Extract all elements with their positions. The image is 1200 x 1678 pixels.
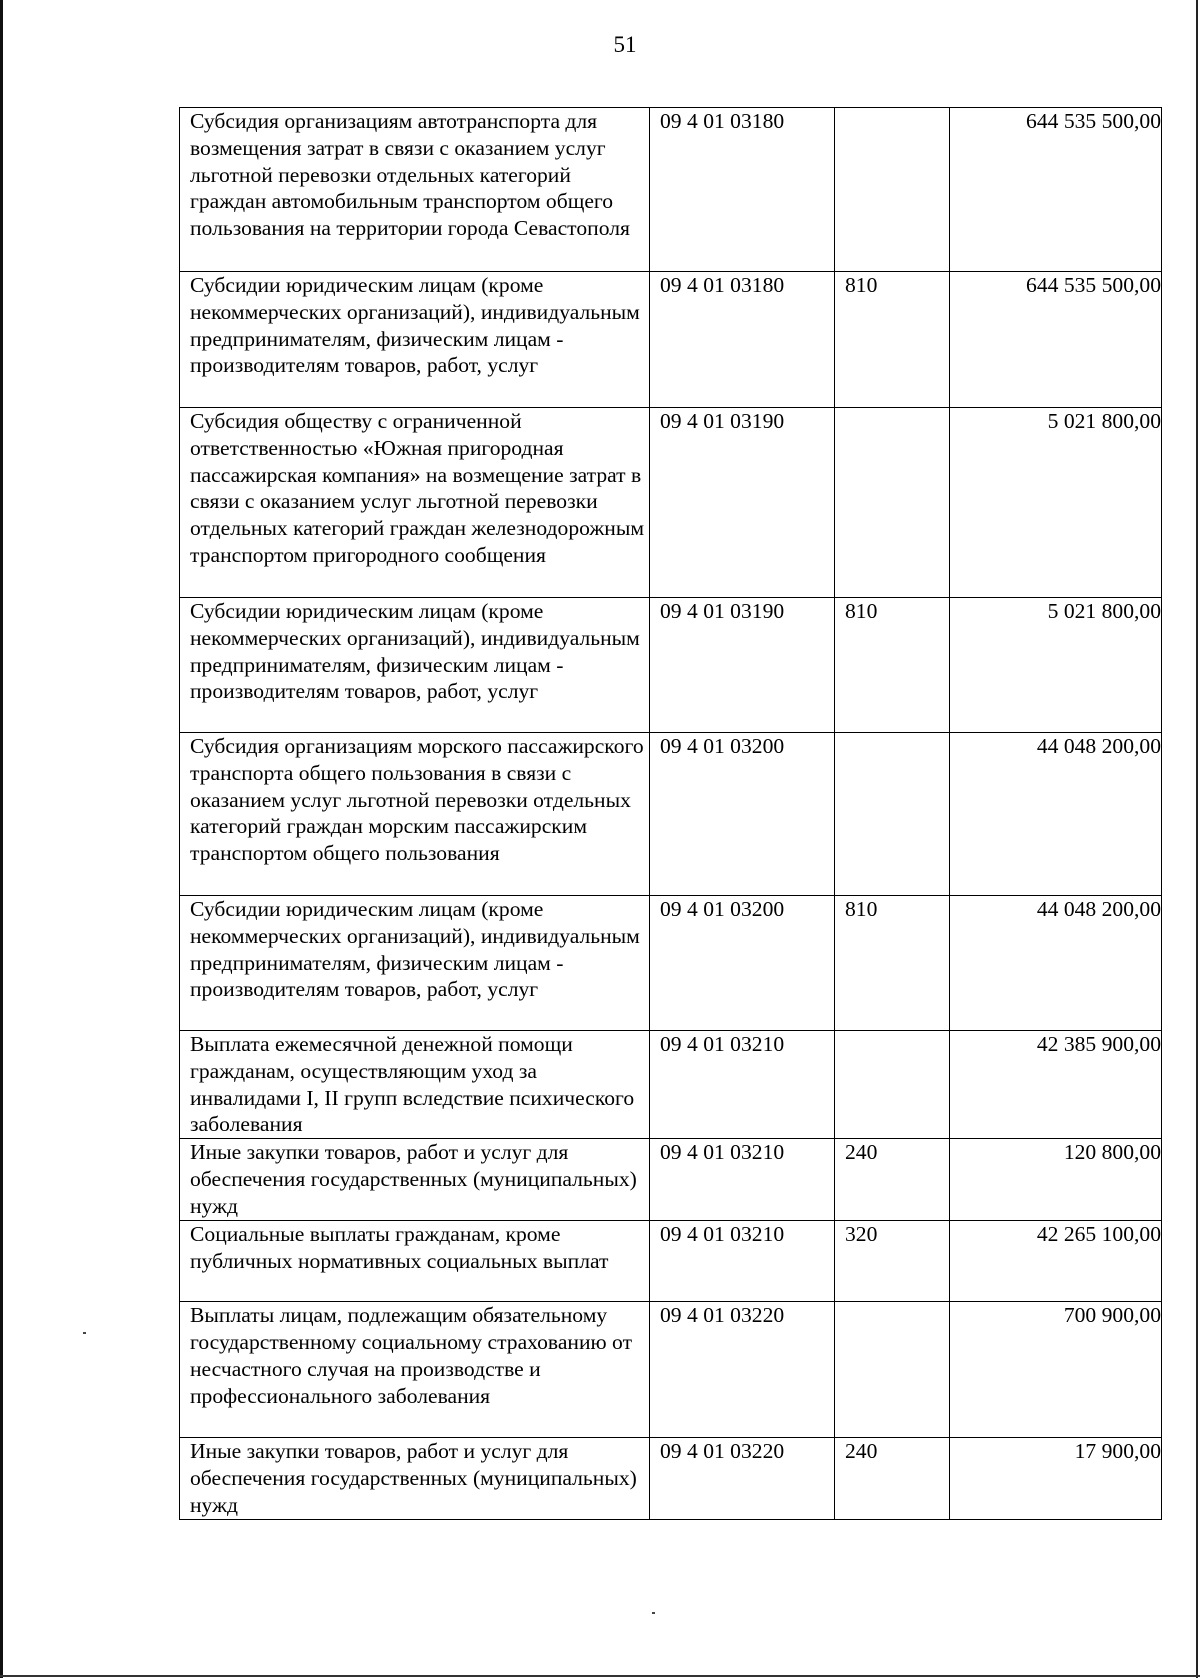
row-vr-cell — [835, 1302, 950, 1438]
budget-table — [179, 107, 1162, 1520]
row-sum-cell: 44 048 200,00 — [950, 896, 1162, 1031]
table-row — [180, 1221, 1162, 1302]
row-sum-cell: 644 535 500,00 — [950, 272, 1162, 408]
row-vr-cell: 810 — [835, 598, 950, 733]
row-vr-cell — [835, 733, 950, 896]
row-vr-cell: 240 — [835, 1139, 950, 1221]
page-number: 51 — [613, 32, 637, 57]
scan-speck — [83, 1332, 86, 1334]
row-sum-cell: 5 021 800,00 — [950, 408, 1162, 598]
row-sum-cell: 17 900,00 — [950, 1438, 1162, 1520]
scan-right-edge — [1196, 0, 1198, 1678]
row-name-cell: Выплаты лицам, подлежащим обязательному государственному социальному страхованию от несчастного случая на производстве и профессионального заболевания — [180, 1302, 650, 1438]
row-vr-cell: 810 — [835, 896, 950, 1031]
row-vr-cell — [835, 108, 950, 272]
table-row — [180, 1438, 1162, 1520]
row-code-cell: 09 4 01 03180 — [650, 272, 835, 408]
row-code-cell: 09 4 01 03220 — [650, 1302, 835, 1438]
table-row — [180, 1302, 1162, 1438]
row-code-cell: 09 4 01 03210 — [650, 1031, 835, 1139]
row-sum-cell: 42 265 100,00 — [950, 1221, 1162, 1302]
row-code-cell: 09 4 01 03200 — [650, 733, 835, 896]
row-sum-cell: 44 048 200,00 — [950, 733, 1162, 896]
table-row — [180, 1031, 1162, 1139]
row-name-cell: Субсидии юридическим лицам (кроме некоммерческих организаций), индивидуальным предпринимателям, физическим лицам - производителям товаров, работ, услуг — [180, 272, 650, 408]
row-sum-cell: 5 021 800,00 — [950, 598, 1162, 733]
table-row — [180, 733, 1162, 896]
row-vr-cell: 810 — [835, 272, 950, 408]
budget-table-body — [180, 108, 1162, 1520]
scan-left-edge — [0, 0, 3, 1678]
row-sum-cell: 644 535 500,00 — [950, 108, 1162, 272]
table-row — [180, 896, 1162, 1031]
row-sum-cell: 700 900,00 — [950, 1302, 1162, 1438]
table-row — [180, 272, 1162, 408]
row-name-cell: Выплата ежемесячной денежной помощи гражданам, осуществляющим уход за инвалидами I, II групп вследствие психического заболевания — [180, 1031, 650, 1139]
row-code-cell: 09 4 01 03210 — [650, 1221, 835, 1302]
row-code-cell: 09 4 01 03220 — [650, 1438, 835, 1520]
table-row — [180, 1139, 1162, 1221]
scan-speck — [652, 1612, 655, 1614]
row-sum-cell: 42 385 900,00 — [950, 1031, 1162, 1139]
table-row — [180, 108, 1162, 272]
row-vr-cell: 240 — [835, 1438, 950, 1520]
row-code-cell: 09 4 01 03180 — [650, 108, 835, 272]
row-code-cell: 09 4 01 03190 — [650, 408, 835, 598]
table-row — [180, 598, 1162, 733]
row-code-cell: 09 4 01 03190 — [650, 598, 835, 733]
row-name-cell: Иные закупки товаров, работ и услуг для обеспечения государственных (муниципальных) нужд — [180, 1438, 650, 1520]
row-name-cell: Социальные выплаты гражданам, кроме публичных нормативных социальных выплат — [180, 1221, 650, 1302]
row-name-cell: Субсидия обществу с ограниченной ответственностью «Южная пригородная пассажирская компания» на возмещение затрат в связи с оказанием услуг льготной перевозки отдельных категорий граждан железнодорожным транспортом пригородного сообщения — [180, 408, 650, 598]
row-code-cell: 09 4 01 03210 — [650, 1139, 835, 1221]
row-vr-cell — [835, 1031, 950, 1139]
row-vr-cell: 320 — [835, 1221, 950, 1302]
table-row — [180, 408, 1162, 598]
row-code-cell: 09 4 01 03200 — [650, 896, 835, 1031]
row-vr-cell — [835, 408, 950, 598]
scan-bottom-edge — [0, 1675, 1200, 1677]
row-name-cell: Субсидия организациям автотранспорта для возмещения затрат в связи с оказанием услуг льготной перевозки отдельных категорий граждан автомобильным транспортом общего пользования на территории города Севастополя — [180, 108, 650, 272]
row-sum-cell: 120 800,00 — [950, 1139, 1162, 1221]
row-name-cell: Субсидии юридическим лицам (кроме некоммерческих организаций), индивидуальным предпринимателям, физическим лицам - производителям товаров, работ, услуг — [180, 598, 650, 733]
row-name-cell: Иные закупки товаров, работ и услуг для обеспечения государственных (муниципальных) нужд — [180, 1139, 650, 1221]
row-name-cell: Субсидия организациям морского пассажирского транспорта общего пользования в связи с оказанием услуг льготной перевозки отдельных категорий граждан морским пассажирским транспортом общего пользования — [180, 733, 650, 896]
row-name-cell: Субсидии юридическим лицам (кроме некоммерческих организаций), индивидуальным предпринимателям, физическим лицам - производителям товаров, работ, услуг — [180, 896, 650, 1031]
